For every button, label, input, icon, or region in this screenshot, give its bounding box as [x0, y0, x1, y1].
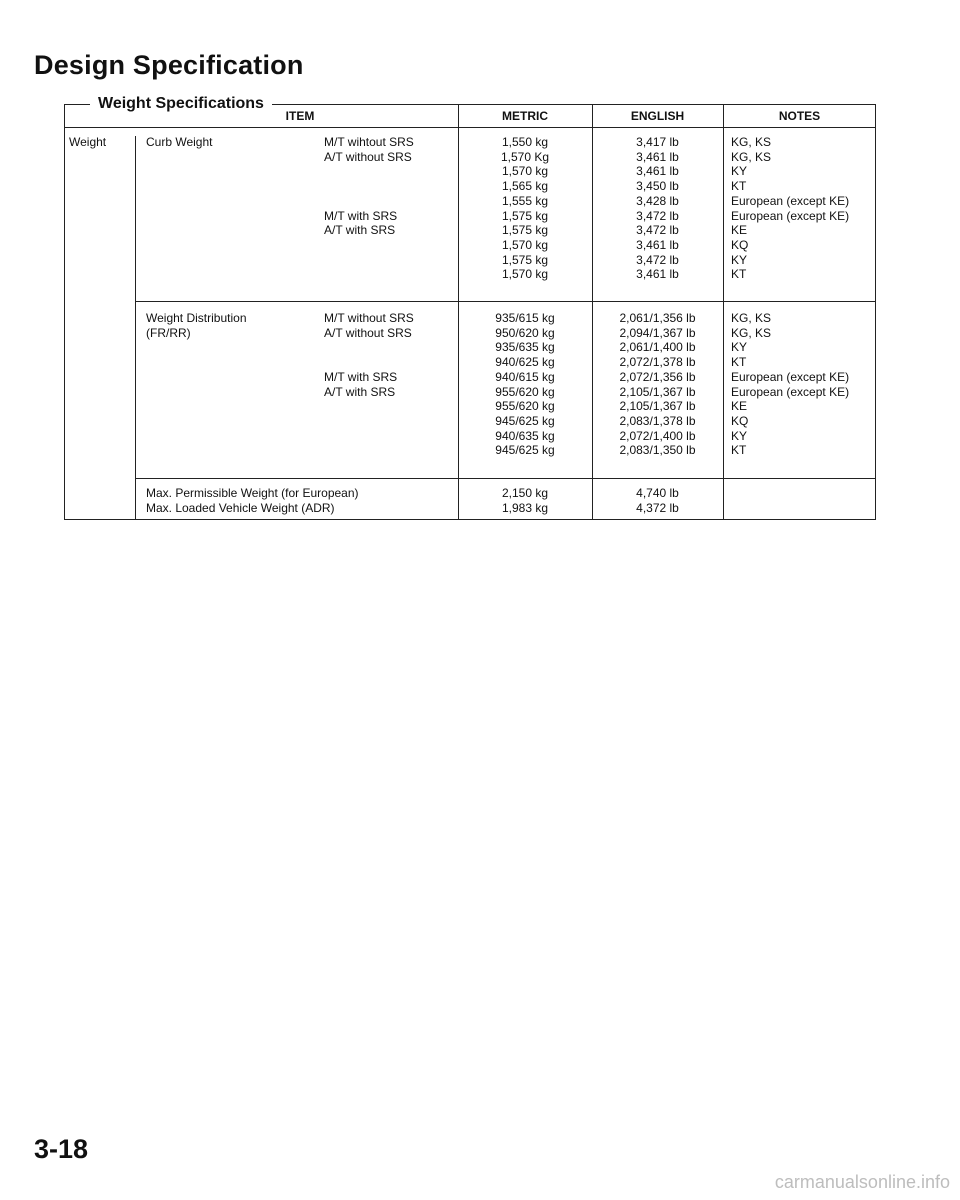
- header-metric: METRIC: [502, 109, 548, 123]
- curb-weight-notes: KG, KS KG, KS KY KT European (except KE) European (except KE) KE KQ KY KT: [731, 135, 850, 282]
- curb-weight-variants: M/T wihtout SRS A/T without SRS M/T with SRS A/T with SRS: [324, 135, 414, 238]
- header-notes: NOTES: [778, 109, 821, 123]
- weight-distribution-english: 2,061/1,356 lb 2,094/1,367 lb 2,061/1,400 lb 2,072/1,378 lb 2,072/1,356 lb 2,105/1,367 lb 2,105/1,367 lb 2,083/1,378 lb 2,072/1,400 lb 2,083/1,350 lb: [619, 311, 696, 458]
- max-weight-english: 4,740 lb 4,372 lb: [636, 486, 679, 515]
- row-divider-1: [135, 301, 876, 302]
- page-title: Design Specification: [34, 50, 304, 80]
- weight-distribution-variants: M/T without SRS A/T without SRS M/T with SRS A/T with SRS: [324, 311, 414, 399]
- header-english: ENGLISH: [630, 109, 685, 123]
- section-title: Weight Specifications: [98, 95, 264, 112]
- watermark: carmanualsonline.info: [774, 1172, 950, 1192]
- header-item: ITEM: [285, 109, 315, 123]
- page-number: 3-18: [34, 1134, 89, 1164]
- curb-weight-english: 3,417 lb 3,461 lb 3,461 lb 3,450 lb 3,428 lb 3,472 lb 3,472 lb 3,461 lb 3,472 lb 3,461 lb: [636, 135, 679, 282]
- weight-distribution-label: Weight Distribution (FR/RR): [146, 311, 247, 340]
- row-group-label: Weight: [69, 135, 107, 149]
- weight-distribution-notes: KG, KS KG, KS KY KT European (except KE) European (except KE) KE KQ KY KT: [731, 311, 850, 458]
- curb-weight-label: Curb Weight: [146, 135, 213, 149]
- row-divider-2: [135, 478, 876, 479]
- max-weight-metric: 2,150 kg 1,983 kg: [501, 486, 549, 515]
- weight-distribution-metric: 935/615 kg 950/620 kg 935/635 kg 940/625 kg 940/615 kg 955/620 kg 955/620 kg 945/625 kg 940/635 kg 945/625 kg: [495, 311, 555, 458]
- divider-group-col: [135, 136, 136, 520]
- header-divider: [64, 127, 876, 128]
- divider-english-col: [723, 104, 724, 520]
- curb-weight-metric: 1,550 kg 1,570 Kg 1,570 kg 1,565 kg 1,555 kg 1,575 kg 1,575 kg 1,570 kg 1,575 kg 1,570 kg: [500, 135, 550, 282]
- max-weight-label: Max. Permissible Weight (for European) Max. Loaded Vehicle Weight (ADR): [146, 486, 359, 515]
